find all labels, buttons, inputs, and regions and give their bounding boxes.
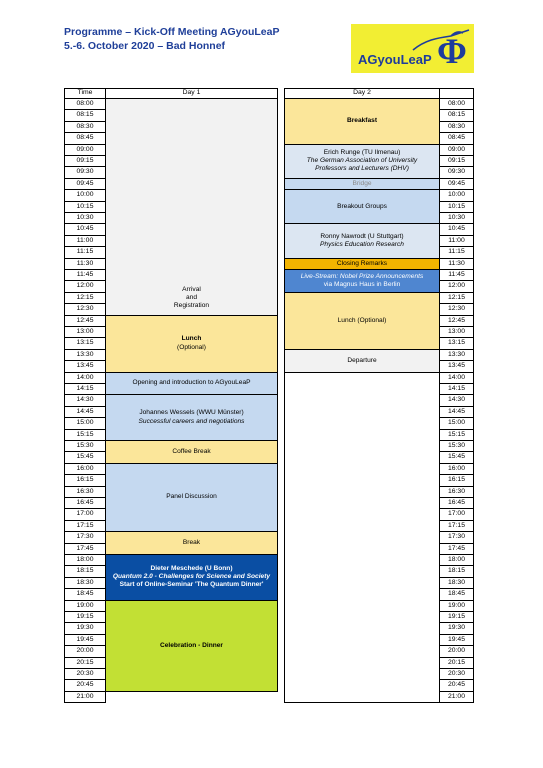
day2-event [284,349,440,373]
time-label: 17:15 [447,521,465,529]
day2-empty-area [284,372,440,704]
day1-event [105,600,278,692]
day2-event-text: Live-Stream: Nobel Prize Announcements [300,272,424,280]
time-label: 09:15 [76,157,94,165]
time-label: 20:30 [76,670,94,678]
time-label: 12:45 [447,316,465,324]
day1-event-text: Successful careers and negotiations [138,417,245,425]
time-label: 16:30 [76,487,94,495]
day2-event-text: Bridge [352,179,372,187]
time-label: 19:30 [76,624,94,632]
time-label: 17:00 [76,510,94,518]
day2-event-text: Departure [347,356,377,364]
time-label: 08:30 [76,122,94,130]
time-label: 19:15 [447,613,465,621]
day1-event [105,280,278,315]
day1-event [105,463,278,532]
time-label: 12:30 [447,305,465,313]
day2-event-text: Professors and Lecturers (DHV) [315,165,409,173]
time-label: 20:00 [76,647,94,655]
time-label: 09:45 [447,179,465,187]
day2-event-text: Breakfast [346,117,378,125]
day2-event [284,98,440,145]
time-label: 12:45 [76,316,94,324]
time-cell-left [64,691,106,703]
time-label: 21:00 [76,692,94,700]
time-label: 09:30 [447,168,465,176]
day1-event-text: Arrival [182,285,201,293]
time-label: 17:30 [447,533,465,541]
time-label: 16:00 [76,464,94,472]
day1-event-text: Johannes Wessels (WWU Münster) [139,409,244,417]
time-label: 10:30 [447,214,465,222]
day2-event-text: Physics Education Research [320,240,404,248]
time-label: 15:00 [76,419,94,427]
day1-event-text: Opening and introduction to AGyouLeaP [132,379,251,387]
time-label: 09:15 [447,157,465,165]
time-label: 10:30 [76,214,94,222]
time-label: 19:00 [447,601,465,609]
time-label: 20:00 [447,647,465,655]
time-label: 10:15 [447,202,465,210]
day1-event [105,440,278,464]
day2-event-text: Erich Runge (TU Ilmenau) [323,148,401,156]
time-label: 14:45 [76,407,94,415]
day1-event [105,98,278,281]
day1-event-text: Coffee Break [172,447,211,455]
time-label: 13:15 [447,339,465,347]
time-label: 20:45 [447,681,465,689]
time-label: 17:00 [447,510,465,518]
day1-event [105,531,278,555]
page-title [64,25,280,53]
time-label: 19:45 [76,635,94,643]
programme-table [64,88,474,702]
time-label: 19:00 [76,601,94,609]
time-label: 17:15 [76,521,94,529]
day2-event-text: The German Association of University [306,157,418,165]
day1-event-text: and [185,293,197,301]
time-label: 14:00 [76,373,94,381]
time-label: 11:30 [76,259,94,267]
day1-event-text: Dieter Meschede (U Bonn) [150,564,233,572]
time-label: 10:00 [447,191,465,199]
time-label: 12:15 [76,293,94,301]
time-label: 17:30 [76,533,94,541]
time-label: 11:15 [76,248,94,256]
time-label: 14:15 [447,385,465,393]
day2-event-text: Lunch (Optional) [337,316,387,324]
time-label: 13:30 [447,350,465,358]
day2-event-text: via Magnus Haus in Berlin [323,280,401,288]
day2-event [284,144,440,179]
time-label: 14:00 [447,373,465,381]
time-label: 17:45 [447,544,465,552]
time-label: 13:00 [447,328,465,336]
day1-event-text: Registration [173,302,210,310]
phi-icon: Φ [437,31,467,71]
time-label: 15:30 [76,442,94,450]
time-label: 13:30 [76,350,94,358]
time-label: 12:00 [447,282,465,290]
agyouleap-logo [351,24,474,73]
day1-event [105,372,278,396]
time-label: 09:00 [76,145,94,153]
time-label: 19:45 [447,635,465,643]
time-label: 13:45 [447,362,465,370]
time-label: 13:15 [76,339,94,347]
header-time-label: Time [77,89,93,97]
time-label: 15:00 [447,419,465,427]
day2-event [284,223,440,258]
header-day2-label: Day 2 [353,89,371,97]
time-label: 16:30 [447,487,465,495]
time-label: 18:00 [76,556,94,564]
time-label: 16:15 [76,476,94,484]
time-label: 18:15 [76,567,94,575]
time-label: 09:00 [447,145,465,153]
time-label: 14:45 [447,407,465,415]
time-label: 08:45 [76,134,94,142]
time-label: 10:45 [447,225,465,233]
logo-text: AGyouLeaP [358,52,432,67]
time-label: 08:30 [447,122,465,130]
title-line: Programme – Kick-Off Meeting AGyouLeaP [64,26,280,38]
time-label: 13:45 [76,362,94,370]
time-label: 14:30 [76,396,94,404]
time-label: 17:45 [76,544,94,552]
time-label: 19:30 [447,624,465,632]
day2-event [284,269,440,293]
day2-event [284,292,440,350]
day1-event-text: (Optional) [177,343,206,351]
time-cell-right [439,691,474,703]
time-label: 11:00 [448,236,465,244]
day1-event-text: Celebration - Dinner [159,641,223,649]
day2-event [284,189,440,224]
time-label: 20:15 [447,658,465,666]
day2-event-text: Ronny Nawrodt (U Stuttgart) [320,232,404,240]
time-label: 20:15 [76,658,94,666]
time-label: 09:45 [76,179,94,187]
time-label: 15:15 [447,430,465,438]
time-label: 12:30 [76,305,94,313]
time-label: 09:30 [76,168,94,176]
time-label: 11:45 [448,271,465,279]
time-label: 10:00 [76,191,94,199]
time-label: 11:15 [448,248,465,256]
header-day1-label: Day 1 [182,89,201,97]
day1-event [105,394,278,441]
day1-event-text: Break [182,538,201,546]
time-label: 11:00 [76,236,94,244]
time-label: 14:15 [76,385,94,393]
time-label: 10:15 [76,202,94,210]
time-label: 16:00 [447,464,465,472]
time-label: 11:30 [448,259,465,267]
time-label: 13:00 [76,328,94,336]
time-label: 15:45 [76,453,94,461]
day1-event-text: Start of Online-Seminar 'The Quantum Dinner' [119,581,264,589]
day1-event-text: Lunch [181,335,202,343]
time-label: 15:30 [447,442,465,450]
time-label: 18:15 [447,567,465,575]
day1-event-text: Quantum 2.0 - Challenges for Science and Society [112,573,271,581]
time-label: 08:15 [76,111,94,119]
time-label: 19:15 [76,613,94,621]
time-label: 08:00 [447,100,465,108]
time-label: 12:00 [76,282,94,290]
day2-event-text: Breakout Groups [337,202,387,210]
time-label: 18:45 [447,590,465,598]
time-label: 08:15 [447,111,465,119]
day1-event [105,315,278,373]
time-label: 16:45 [447,499,465,507]
time-label: 18:30 [76,578,94,586]
time-label: 16:15 [447,476,465,484]
time-label: 16:45 [76,499,94,507]
time-label: 11:45 [76,271,94,279]
time-label: 20:30 [447,670,465,678]
time-label: 18:30 [447,578,465,586]
subtitle-line: 5.-6. October 2020 – Bad Honnef [64,40,226,52]
time-label: 12:15 [447,293,465,301]
time-label: 18:00 [447,556,465,564]
day2-event-text: Closing Remarks [336,259,388,267]
time-label: 08:45 [447,134,465,142]
time-label: 10:45 [76,225,94,233]
day1-event-text: Panel Discussion [166,493,217,501]
time-label: 15:45 [447,453,465,461]
time-label: 08:00 [76,100,94,108]
day1-event [105,554,278,601]
time-label: 18:45 [76,590,94,598]
time-label: 21:00 [447,692,465,700]
time-label: 20:45 [76,681,94,689]
time-label: 15:15 [76,430,94,438]
time-label: 14:30 [447,396,465,404]
